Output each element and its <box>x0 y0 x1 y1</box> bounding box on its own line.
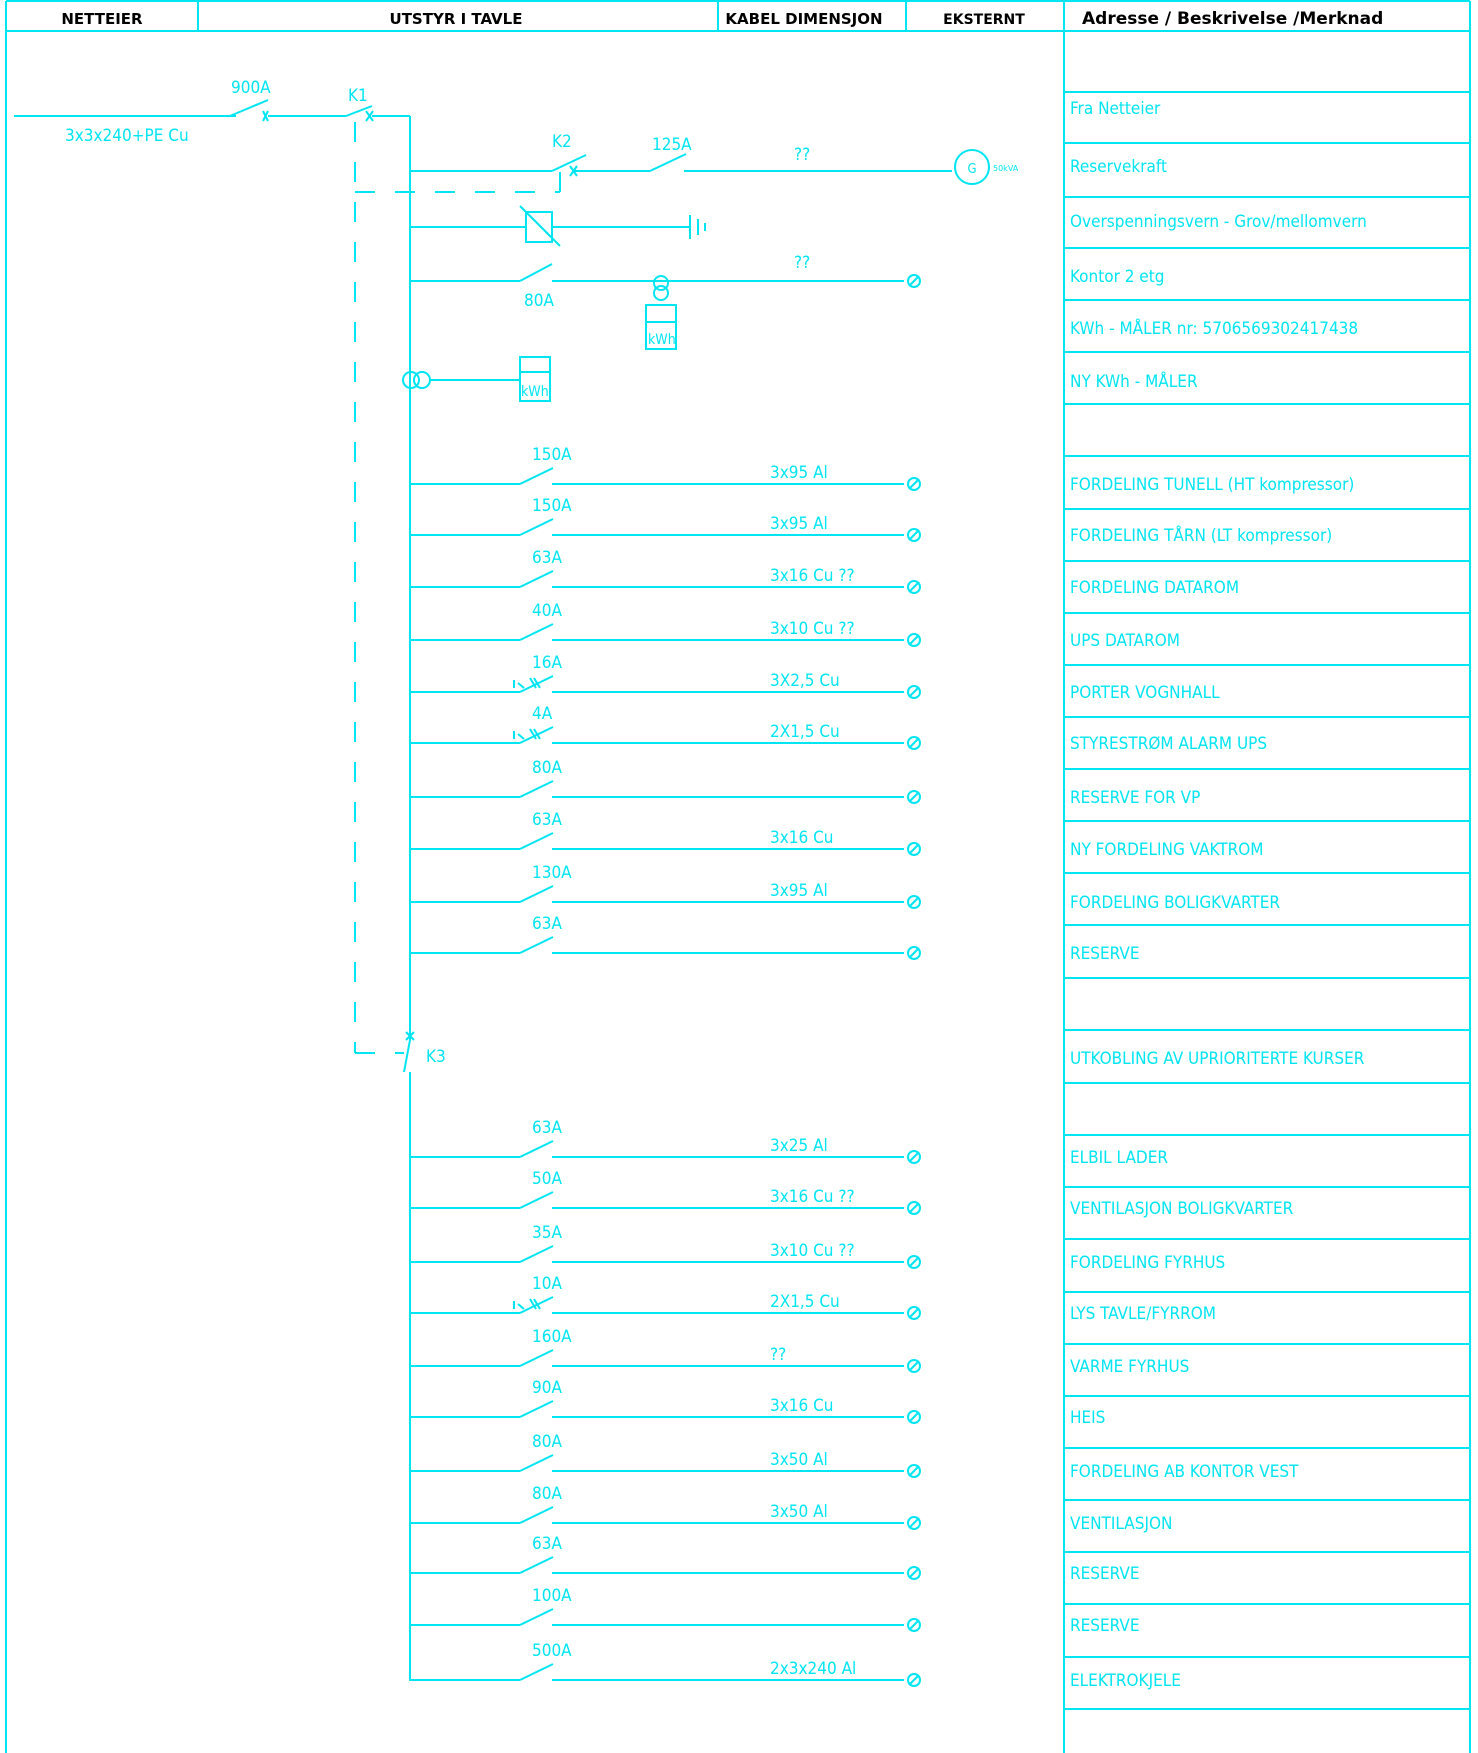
desc-reservekraft: Reservekraft <box>1070 157 1167 177</box>
breaker-rating: 500A <box>532 1641 572 1661</box>
new-kwh-meter <box>403 357 550 401</box>
breaker-rating: 63A <box>532 1534 562 1554</box>
circuit-description: FORDELING FYRHUS <box>1070 1253 1226 1273</box>
drawing-frame <box>6 1 1470 1753</box>
desc-kontor: Kontor 2 etg <box>1070 267 1165 287</box>
circuit-description: VENTILASJON <box>1070 1514 1173 1534</box>
circuit-description: FORDELING BOLIGKVARTER <box>1070 893 1281 913</box>
circuit-row <box>410 653 1220 703</box>
circuit-row <box>410 548 1239 598</box>
circuit-description: RESERVE <box>1070 944 1140 964</box>
breaker-rating: 80A <box>532 1432 562 1452</box>
new-meter-label: kWh <box>521 384 549 400</box>
desc-fra-netteier: Fra Netteier <box>1070 99 1161 119</box>
breaker-rating: 80A <box>532 1484 562 1504</box>
circuit-row <box>410 496 1332 546</box>
circuit-row <box>410 914 1139 964</box>
circuit-description: NY FORDELING VAKTROM <box>1070 840 1264 860</box>
kontor-cable-label: ?? <box>794 253 811 273</box>
breaker-rating: 150A <box>532 496 572 516</box>
breaker-rating: 63A <box>532 548 562 568</box>
breaker-rating: 160A <box>532 1327 572 1347</box>
main-breaker-label: 900A <box>231 78 271 98</box>
cable-label: 3x50 Al <box>770 1450 828 1470</box>
circuit-row <box>410 1169 1294 1219</box>
circuit-description: RESERVE <box>1070 1616 1140 1636</box>
incoming-supply <box>14 78 410 1040</box>
breaker-rating: 50A <box>532 1169 562 1189</box>
cable-label: 3x50 Al <box>770 1502 828 1522</box>
generator-feed <box>410 132 1019 184</box>
breaker-rating: 90A <box>532 1378 562 1398</box>
circuit-row <box>410 1586 1139 1636</box>
rcd-icon <box>514 678 540 688</box>
cable-label: 2x3x240 Al <box>770 1659 857 1679</box>
cable-label: 3x95 Al <box>770 463 828 483</box>
header-netteier: NETTEIER <box>61 10 143 28</box>
circuit-row <box>410 1274 1216 1324</box>
cable-label: 3x95 Al <box>770 514 828 534</box>
desc-ny-kwh-maler: NY KWh - MÅLER <box>1070 372 1198 392</box>
cable-label: 3x16 Cu ?? <box>770 1187 855 1207</box>
circuit-description: RESERVE FOR VP <box>1070 788 1201 808</box>
circuit-description: VARME FYRHUS <box>1070 1357 1190 1377</box>
circuit-row <box>410 758 1200 808</box>
circuit-row <box>410 704 1267 754</box>
circuit-description: FORDELING TUNELL (HT kompressor) <box>1070 475 1355 495</box>
breaker-rating: 35A <box>532 1223 562 1243</box>
desc-k3: UTKOBLING AV UPRIORITERTE KURSER <box>1070 1049 1365 1069</box>
circuit-row <box>410 1534 1139 1584</box>
unprioritized-circuits <box>410 1118 1299 1691</box>
breaker-rating: 63A <box>532 914 562 934</box>
circuit-description: LYS TAVLE/FYRROM <box>1070 1304 1216 1324</box>
cable-label: 3x16 Cu <box>770 828 834 848</box>
desc-kwh-maler: KWh - MÅLER nr: 5706569302417438 <box>1070 319 1359 339</box>
desc-overspenningsvern: Overspenningsvern - Grov/mellomvern <box>1070 212 1367 232</box>
circuit-row <box>410 810 1263 860</box>
circuit-description: STYRESTRØM ALARM UPS <box>1070 734 1268 754</box>
breaker-rating: 130A <box>532 863 572 883</box>
circuit-row <box>410 445 1354 495</box>
circuit-description: ELEKTROKJELE <box>1070 1671 1181 1691</box>
header-row <box>61 9 1383 29</box>
cable-label: 2X1,5 Cu <box>770 722 840 742</box>
breaker-rating: 150A <box>532 445 572 465</box>
header-eksternt: EKSTERNT <box>943 12 1025 28</box>
breaker-rating: 63A <box>532 810 562 830</box>
cable-label: 2X1,5 Cu <box>770 1292 840 1312</box>
circuit-description: RESERVE <box>1070 1564 1140 1584</box>
generator-symbol: G <box>967 162 977 177</box>
kontor-meter-label: kWh <box>648 332 676 348</box>
cable-label: 3x95 Al <box>770 881 828 901</box>
circuit-description: PORTER VOGNHALL <box>1070 683 1220 703</box>
prioritized-circuits <box>410 445 1354 964</box>
rcd-icon <box>514 729 540 739</box>
cable-label: 3x10 Cu ?? <box>770 1241 855 1261</box>
generator-breaker-label: 125A <box>652 135 692 155</box>
generator-cable-label: ?? <box>794 145 811 165</box>
circuit-row <box>410 1641 1181 1691</box>
circuit-description: FORDELING DATAROM <box>1070 578 1240 598</box>
circuit-description: VENTILASJON BOLIGKVARTER <box>1070 1199 1294 1219</box>
header-utstyr: UTSTYR I TAVLE <box>389 10 523 28</box>
breaker-rating: 100A <box>532 1586 572 1606</box>
cable-label: 3x10 Cu ?? <box>770 619 855 639</box>
circuit-description: FORDELING TÅRN (LT kompressor) <box>1070 526 1333 546</box>
k3-switch <box>404 1032 446 1681</box>
circuit-row <box>410 1327 1189 1377</box>
k1-label: K1 <box>348 86 368 106</box>
circuit-row <box>410 1118 1168 1168</box>
breaker-rating: 40A <box>532 601 562 621</box>
generator-rating: 50kVA <box>993 164 1019 173</box>
k3-label: K3 <box>426 1047 446 1067</box>
rcd-icon <box>514 1299 540 1309</box>
cable-label: 3x16 Cu ?? <box>770 566 855 586</box>
circuit-description: HEIS <box>1070 1408 1106 1428</box>
circuit-description: ELBIL LADER <box>1070 1148 1168 1168</box>
circuit-row <box>410 1378 1105 1428</box>
breaker-rating: 16A <box>532 653 562 673</box>
cable-label: 3X2,5 Cu <box>770 671 840 691</box>
breaker-rating: 4A <box>532 704 553 724</box>
surge-protector <box>410 206 705 246</box>
circuit-row <box>410 863 1280 913</box>
k2-label: K2 <box>552 132 572 152</box>
cable-label: 3x25 Al <box>770 1136 828 1156</box>
circuit-description: UPS DATAROM <box>1070 631 1180 651</box>
header-adresse: Adresse / Beskrivelse /Merknad <box>1082 9 1384 29</box>
cable-label: 3x16 Cu <box>770 1396 834 1416</box>
breaker-rating: 10A <box>532 1274 562 1294</box>
circuit-description: FORDELING AB KONTOR VEST <box>1070 1462 1299 1482</box>
header-kabel: KABEL DIMENSJON <box>725 10 883 28</box>
kontor-feeder <box>410 253 920 349</box>
circuit-row <box>410 1484 1172 1534</box>
kontor-breaker-label: 80A <box>524 291 554 311</box>
cable-label: ?? <box>770 1345 787 1365</box>
breaker-rating: 80A <box>532 758 562 778</box>
circuit-row <box>410 1432 1299 1482</box>
circuit-row <box>410 1223 1225 1273</box>
incoming-cable-label: 3x3x240+PE Cu <box>65 126 189 146</box>
breaker-rating: 63A <box>532 1118 562 1138</box>
